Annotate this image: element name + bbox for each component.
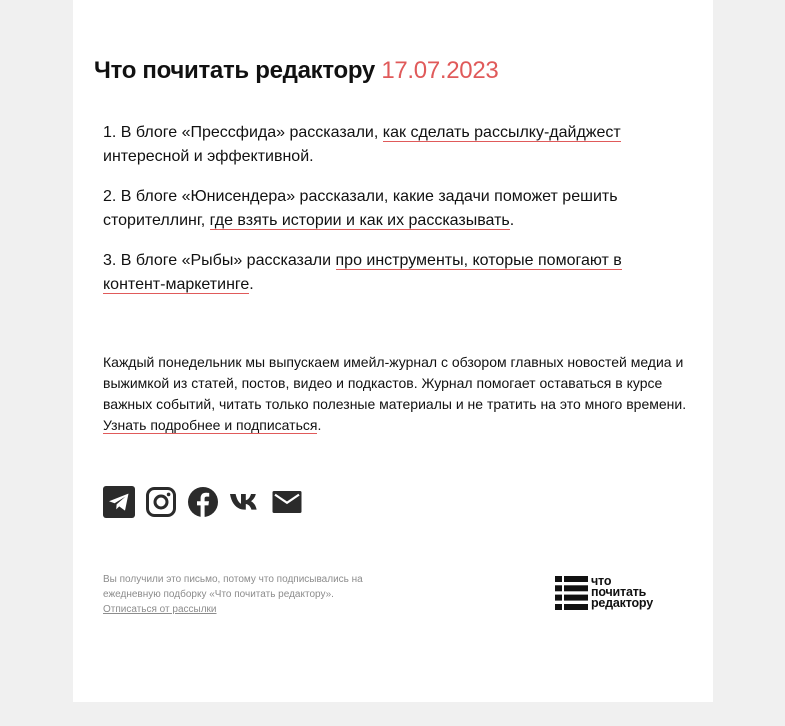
facebook-icon[interactable] <box>187 486 219 518</box>
item-number: 2. <box>103 188 117 205</box>
list-item <box>103 185 643 233</box>
list-item <box>103 249 643 297</box>
item-text: В блоге «Юнисендера» рассказали, какие задачи поможет решить сторителлинг, <box>103 188 618 229</box>
item-text: . <box>509 212 515 229</box>
page-title <box>94 57 498 85</box>
item-number: 3. <box>103 252 117 269</box>
item-text: . <box>249 276 254 293</box>
instagram-icon[interactable] <box>145 486 177 518</box>
article-link[interactable]: про инструменты, которые помогают в контент-маркетинге <box>103 252 622 293</box>
item-text: интересной и эффективной. <box>103 148 314 165</box>
item-number: 1. <box>103 124 117 141</box>
subscribe-link[interactable]: Узнать подробнее и подписаться <box>103 417 318 433</box>
logo-text <box>591 576 653 609</box>
article-link[interactable]: как сделать рассылку-дайджест <box>382 124 621 141</box>
vk-icon[interactable] <box>229 486 261 518</box>
article-list <box>103 121 643 313</box>
footer-text: Вы получили это письмо, потому что подписывались на ежедневную подборку «Что почитать редактору». <box>103 574 363 600</box>
item-text: В блоге «Прессфида» рассказали, <box>120 124 383 141</box>
logo[interactable] <box>555 576 653 610</box>
email-icon[interactable] <box>271 486 303 518</box>
title-date: 17.07.2023 <box>381 57 499 84</box>
newsletter-description <box>103 352 693 436</box>
logo-line: редактору <box>591 596 653 610</box>
footer-note <box>103 572 393 617</box>
social-links <box>103 486 303 518</box>
unsubscribe-link[interactable]: Отписаться от рассылки <box>103 604 217 615</box>
about-text: Каждый понедельник мы выпускаем имейл-журнал с обзором главных новостей медиа и выжимкой из статей, постов, видео и подкастов. Журнал помогает оставаться в курсе важных событий, читать только полезные материалы и не тратить на это много времени. <box>103 354 687 412</box>
telegram-icon[interactable] <box>103 486 135 518</box>
item-text: В блоге «Рыбы» рассказали <box>120 252 336 269</box>
logo-line: что <box>591 574 612 588</box>
email-card <box>73 0 713 702</box>
title-text: Что почитать редактору <box>94 57 375 84</box>
logo-line: почитать <box>591 585 647 599</box>
about-text-end: . <box>317 417 322 433</box>
article-link[interactable]: где взять истории и как их рассказывать <box>209 212 510 229</box>
logo-mark-icon <box>555 576 588 610</box>
list-item <box>103 121 643 169</box>
